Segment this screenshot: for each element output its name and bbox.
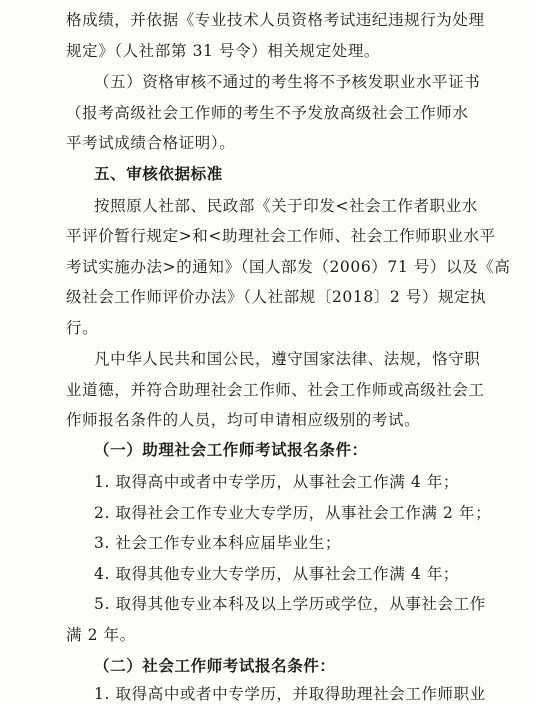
list-item-4: 4. 取得其他专业大专学历，从事社会工作满 4 年； (94, 565, 460, 583)
text-line-13: 业道德，并符合助理社会工作师、社会工作师或高级社会工 (66, 381, 485, 399)
list-item-2: 2. 取得社会工作专业大专学历，从事社会工作满 2 年； (94, 504, 492, 522)
subsection-heading-two: （二）社会工作师考试报名条件： (94, 656, 336, 675)
text-line-3: （五）资格审核不通过的考生将不予核发职业水平证书 (94, 73, 481, 91)
text-line-2: 规定》（人社部第 31 号令）相关规定处理。 (66, 42, 381, 60)
subsection-heading-one: （一）助理社会工作师考试报名条件： (94, 440, 368, 459)
list-item-5: 5. 取得其他专业本科及以上学历或学位，从事社会工作 (94, 595, 486, 613)
text-line-11: 行。 (66, 319, 99, 337)
list-item-5-cont: 满 2 年。 (66, 626, 136, 644)
text-line-4: （报考高级社会工作师的考生不予发放高级社会工作师水 (66, 104, 469, 122)
section-heading-five: 五、审核依据标准 (94, 164, 223, 183)
text-line-10: 级社会工作师评价办法》（人社部规〔2018〕2 号）规定执 (66, 288, 487, 306)
text-line-12: 凡中华人民共和国公民，遵守国家法律、法规，恪守职 (94, 350, 481, 368)
text-line-8: 平评价暂行规定>和<助理社会工作师、社会工作师职业水平 (66, 227, 496, 245)
text-line-7: 按照原人社部、民政部《关于印发<社会工作者职业水 (94, 197, 478, 215)
text-line-5: 平考试成绩合格证明）。 (66, 134, 236, 152)
text-line-1: 格成绩，并依据《专业技术人员资格考试违纪违规行为处理 (66, 11, 485, 29)
list-item-b1: 1. 取得高中或者中专学历，并取得助理社会工作师职业 (94, 685, 486, 703)
list-item-1: 1. 取得高中或者中专学历，从事社会工作满 4 年； (94, 473, 460, 491)
text-line-9: 考试实施办法>的通知》（国人部发（2006）71 号）以及《高 (66, 258, 511, 276)
text-line-14: 作师报名条件的人员，均可申请相应级别的考试。 (66, 411, 421, 429)
list-item-3: 3. 社会工作专业本科应届毕业生； (94, 534, 341, 552)
